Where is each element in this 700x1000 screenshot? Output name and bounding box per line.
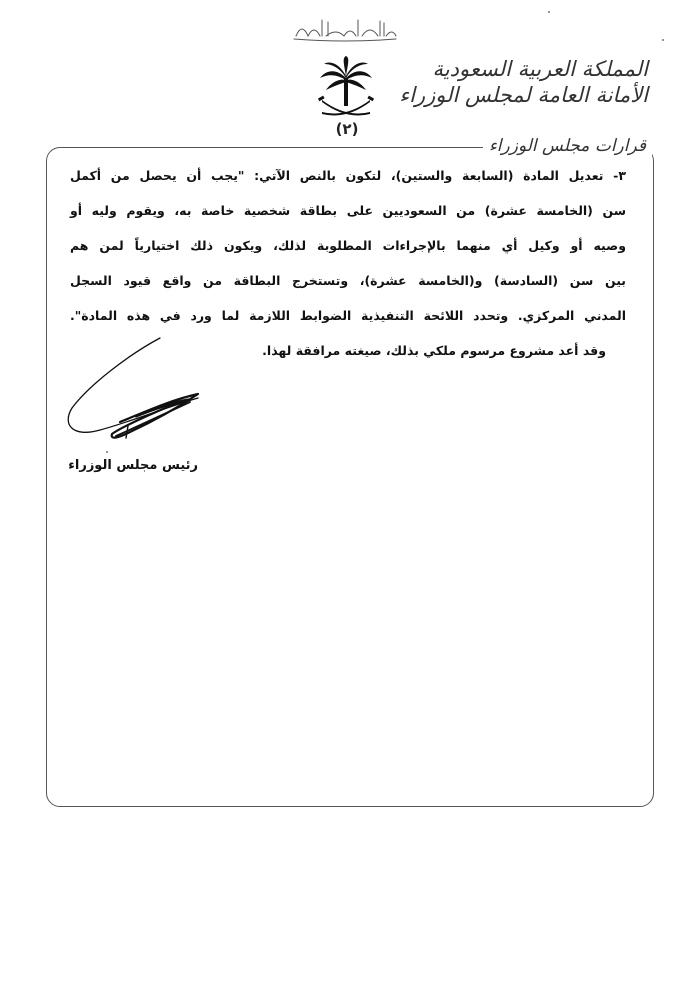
closing-line: وقد أعد مشروع مرسوم ملكي بذلك، صيغته مرافقة لهذا.: [262, 343, 606, 358]
scan-speck: [548, 11, 550, 13]
org-line-general-secretariat: الأمانة العامة لمجلس الوزراء: [399, 83, 648, 107]
handwritten-signature: [60, 334, 210, 454]
body-line-1: ٣- تعديل المادة (السابعة والستين)، لتكون بالنص الآتي: "يجب أن يحصل من أكمل: [70, 168, 626, 183]
basmala-text: بسم الله الرحمن الرحيم: [345, 42, 356, 43]
frame-label-container: [483, 136, 652, 156]
org-line-kingdom: المملكة العربية السعودية: [432, 57, 648, 81]
frame-label: قرارات مجلس الوزراء: [488, 136, 646, 156]
basmala-calligraphy: [290, 14, 400, 44]
scan-speck: [106, 451, 108, 453]
body-line-5: المدني المركزي. وتحدد اللائحة التنفيذية الضوابط اللازمة لما ورد في هذه المادة".: [70, 308, 626, 323]
body-line-4: بين سن (السادسة) و(الخامسة عشرة)، وتستخرج البطاقة من واقع قيود السجل: [70, 273, 626, 288]
page-number: (٢): [335, 120, 359, 138]
organization-header: [399, 56, 648, 108]
signatory-title: رئيس مجلس الوزراء: [68, 458, 198, 473]
scan-speck: [662, 39, 664, 41]
palm-swords-emblem-icon: [314, 56, 378, 122]
body-line-2: سن (الخامسة عشرة) من السعوديين على بطاقة شخصية خاصة به، ويقوم وليه أو: [70, 203, 626, 218]
body-line-3: وصيه أو وكيل أي منهما بالإجراءات المطلوبة لذلك، ويكون ذلك اختيارياً لمن هم: [70, 238, 626, 253]
